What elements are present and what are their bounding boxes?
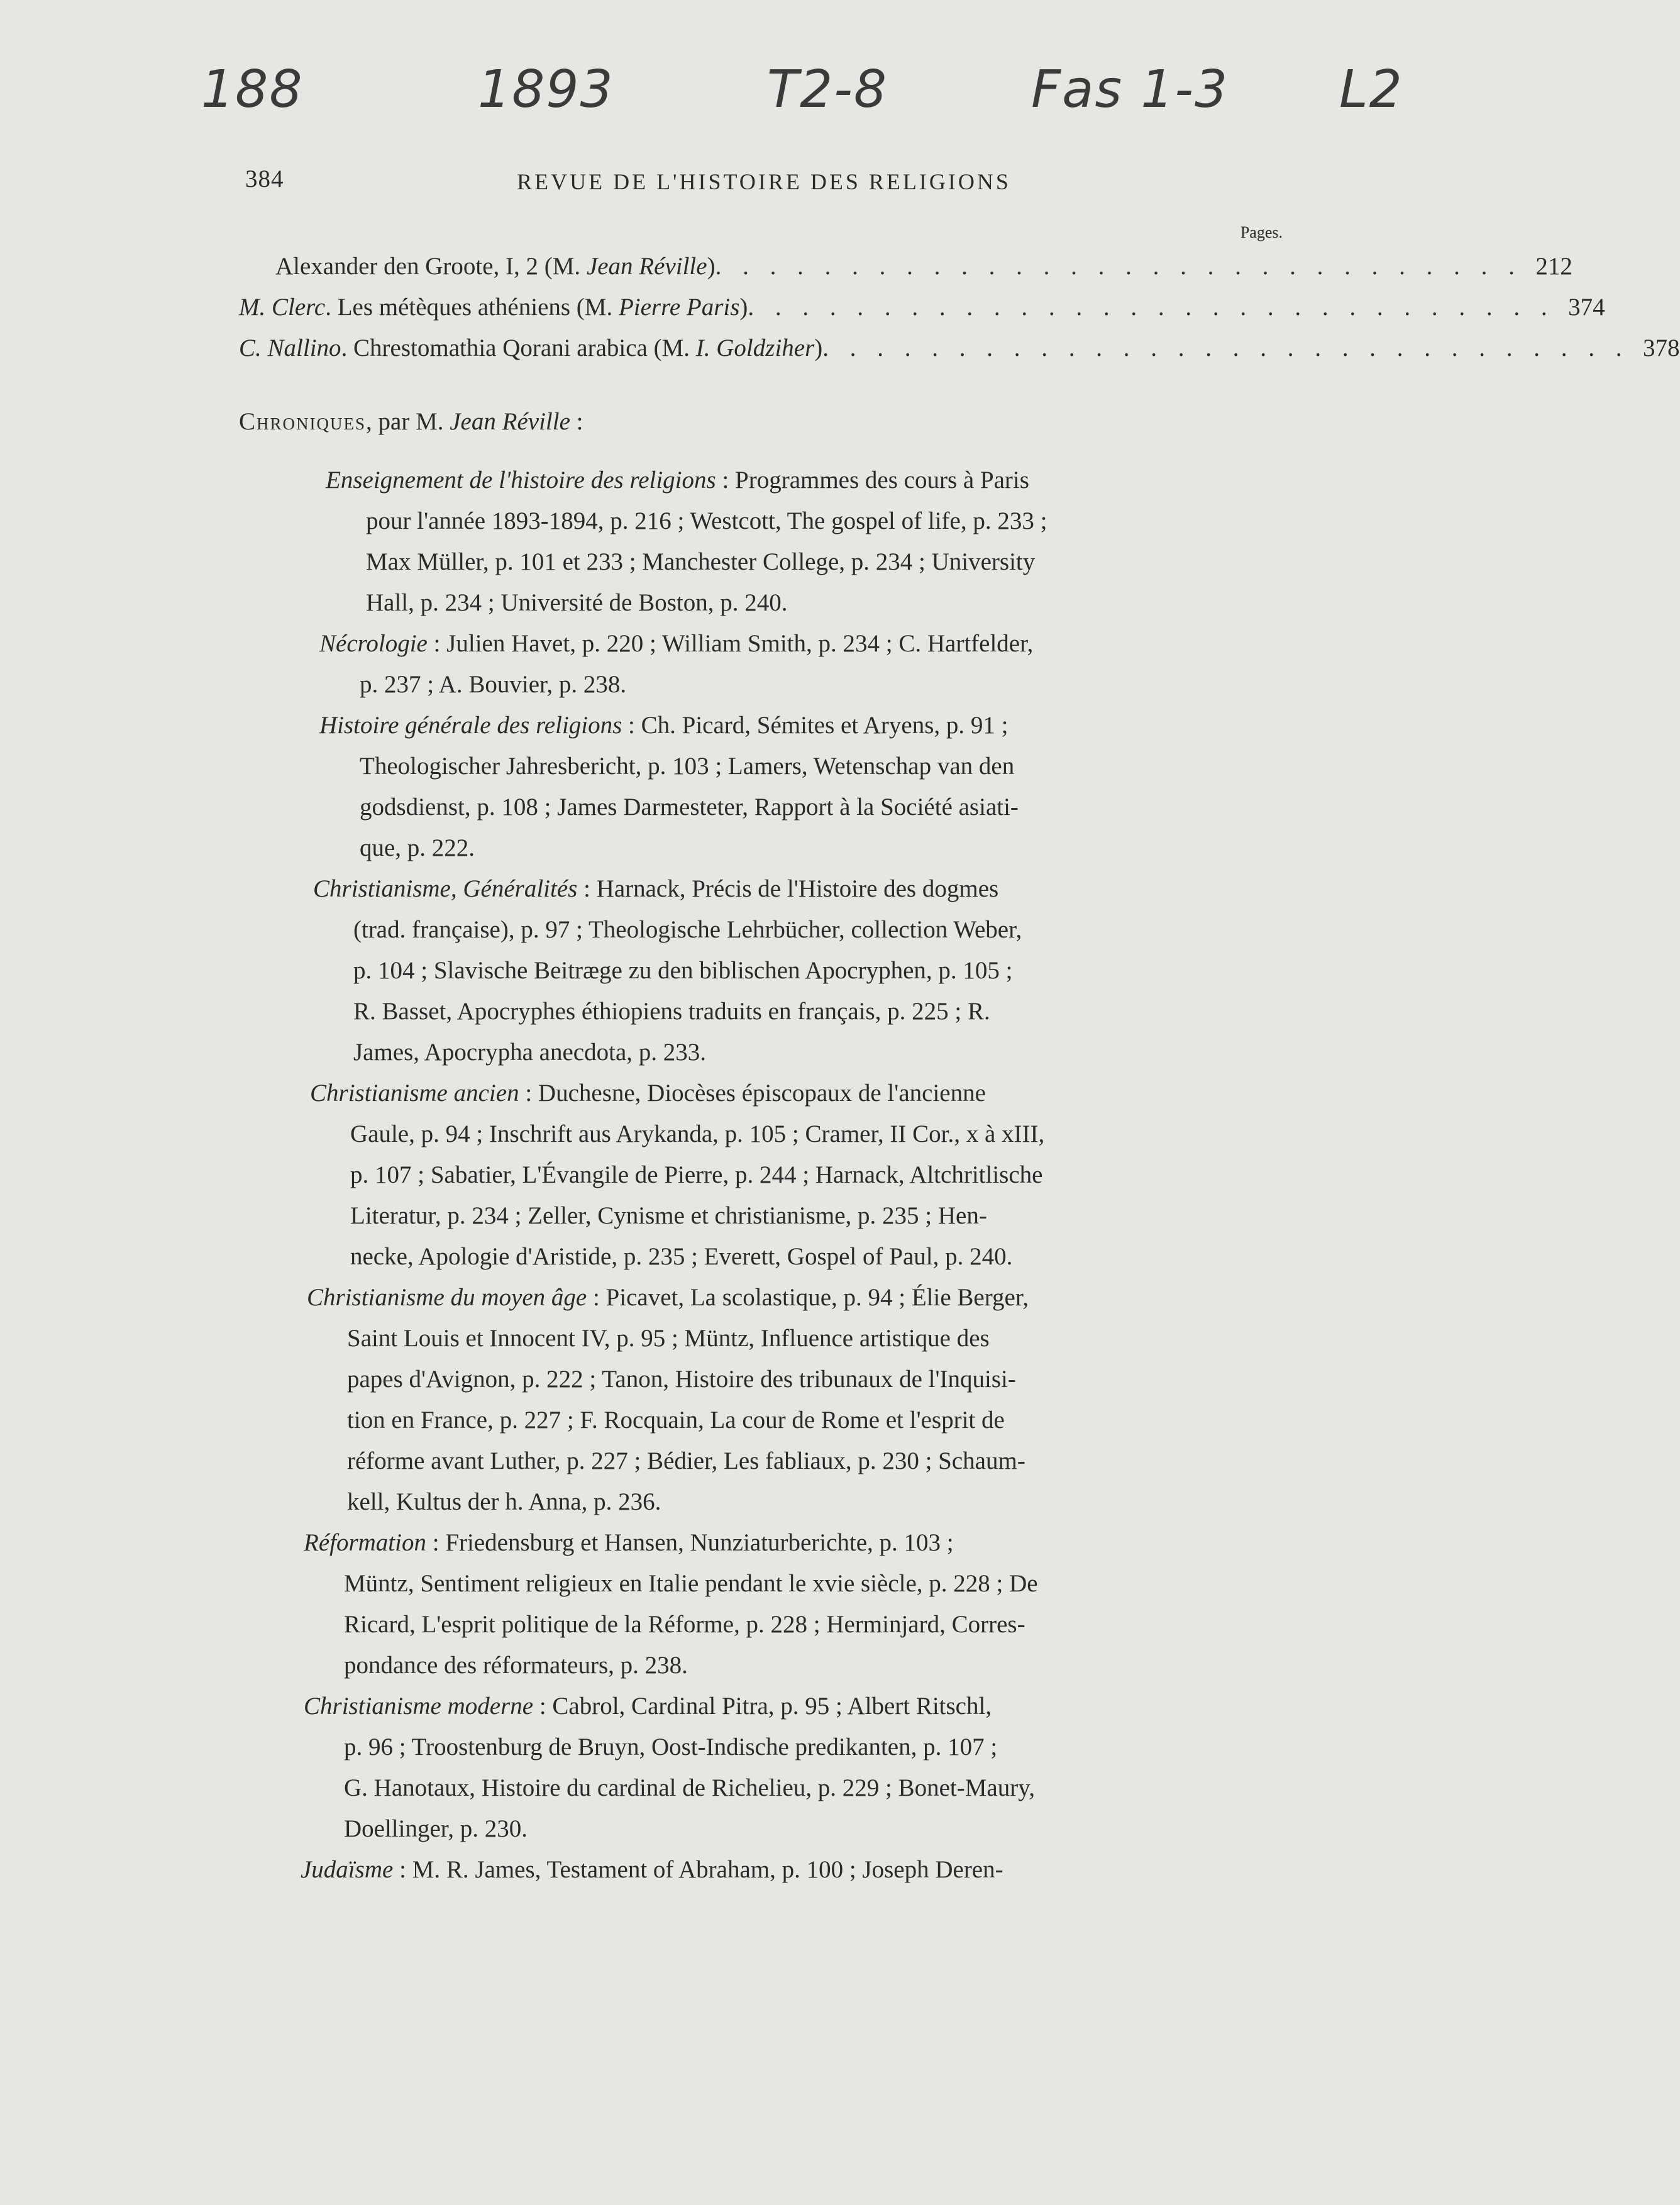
chronicle-entry: Christianisme moderne : Cabrol, Cardinal Pitra, p. 95 ; Albert Ritschl, p. 96 ; Troostenburg de Bruyn, Oost-Indische predikanten, p. 107 ; G. Hanotaux, Histoire du cardinal de Richelieu, p. 229 ; Bonet-Maury, Doellinger, p. 230. (304, 1693, 1035, 1842)
chronicle-entry: Enseignement de l'histoire des religions : Programmes des cours à Paris pour l'année 1893-1894, p. 216 ; Westcott, The gospel of life, p. 233 ; Max Müller, p. 101 et 233 ; Manchester College, p. 234 ; University Hall, p. 234 ; Université de Boston, p. 240. (326, 467, 1047, 616)
chronicle-entry: Christianisme ancien : Duchesne, Diocèses épiscopaux de l'ancienne Gaule, p. 94 ; Inschrift aus Arykanda, p. 105 ; Cramer, II Cor., x à xIII, p. 107 ; Sabatier, L'Évangile de Pierre, p. 244 ; Harnack, Altchritlische Literatur, p. 234 ; Zeller, Cynisme et christianisme, p. 235 ; Hen- necke, Apologie d'Aristide, p. 235 ; Everett, Gospel of Paul, p. 240. (310, 1080, 1045, 1270)
chronicle-entry: Nécrologie : Julien Havet, p. 220 ; William Smith, p. 234 ; C. Hartfelder, p. 237 ; A. Bouvier, p. 238. (319, 630, 1034, 698)
pages-column-label: Pages. (1240, 223, 1283, 241)
leader-dots: . . . . . . . . . . . . . . . . . . . . . . . . . . . . . . (822, 334, 1630, 362)
book-review-line: M. Clerc. Les métèques athéniens (M. Pierre Paris) . . . . . . . . . . . . . . . . . . . . . . . . . . . . . . 374 (239, 287, 1289, 328)
chronicle-entry: Judaïsme : M. R. James, Testament of Abraham, p. 100 ; Joseph Deren- (301, 1856, 1003, 1883)
page-ref: 378 (1643, 334, 1680, 362)
handwritten-note-4: Fas 1-3 (1031, 60, 1229, 119)
handwritten-note-1: 188 (201, 60, 304, 119)
chronicle-entry: Réformation : Friedensburg et Hansen, Nunziaturberichte, p. 103 ; Müntz, Sentiment religieux en Italie pendant le xvie siècle, p. 228 ; De Ricard, L'esprit politique de la Réforme, p. 228 ; Herminjard, Corres- pondance des réformateurs, p. 238. (304, 1529, 1038, 1679)
chronicle-entry: Christianisme, Généralités : Harnack, Précis de l'Histoire des dogmes (trad. française), p. 97 ; Theologische Lehrbücher, collection Weber, p. 104 ; Slavische Beitræge zu den biblischen Apocryphen, p. 105 ; R. Basset, Apocryphes éthiopiens traduits en français, p. 225 ; R. James, Apocrypha anecdota, p. 233. (313, 875, 1022, 1066)
book-review-line: Alexander den Groote, I, 2 (M. Jean Réville) . . . . . . . . . . . . . . . . . . . . . . . . . . . . . . 212 (239, 246, 1289, 287)
page-ref: 212 (1535, 253, 1572, 280)
running-title: REVUE DE L'HISTOIRE DES RELIGIONS (517, 169, 1011, 194)
chronicle-entry: Christianisme du moyen âge : Picavet, La scolastique, p. 94 ; Élie Berger, Saint Louis et Innocent IV, p. 95 ; Müntz, Influence artistique des papes d'Avignon, p. 222 ; Tanon, Histoire des tribunaux de l'Inquisi- tion en France, p. 227 ; F. Rocquain, La cour de Rome et l'esprit de réforme avant Luther, p. 227 ; Bédier, Les fabliaux, p. 230 ; Schaum- kell, Kultus der h. Anna, p. 236. (307, 1284, 1029, 1515)
page-ref: 374 (1568, 294, 1605, 321)
chroniques-heading: Chroniques, par M. Jean Réville : (239, 408, 583, 435)
leader-dots: . . . . . . . . . . . . . . . . . . . . . . . . . . . . . . (715, 253, 1522, 280)
leader-dots: . . . . . . . . . . . . . . . . . . . . . . . . . . . . . . (748, 294, 1555, 321)
book-review-line: C. Nallino. Chrestomathia Qorani arabica (M. I. Goldziher) . . . . . . . . . . . . . . . . . . . . . . . . . . . . . . 378 (239, 328, 1289, 368)
page-number: 384 (245, 165, 284, 192)
handwritten-note-3: T2-8 (767, 60, 888, 119)
chronicle-entry: Histoire générale des religions : Ch. Picard, Sémites et Aryens, p. 91 ; Theologischer Jahresbericht, p. 103 ; Lamers, Wetenschap van den godsdienst, p. 108 ; James Darmesteter, Rapport à la Société asiati- que, p. 222. (319, 712, 1019, 861)
handwritten-note-2: 1893 (478, 60, 614, 119)
page-body (239, 223, 1680, 1890)
handwritten-note-5: L2 (1339, 60, 1403, 119)
